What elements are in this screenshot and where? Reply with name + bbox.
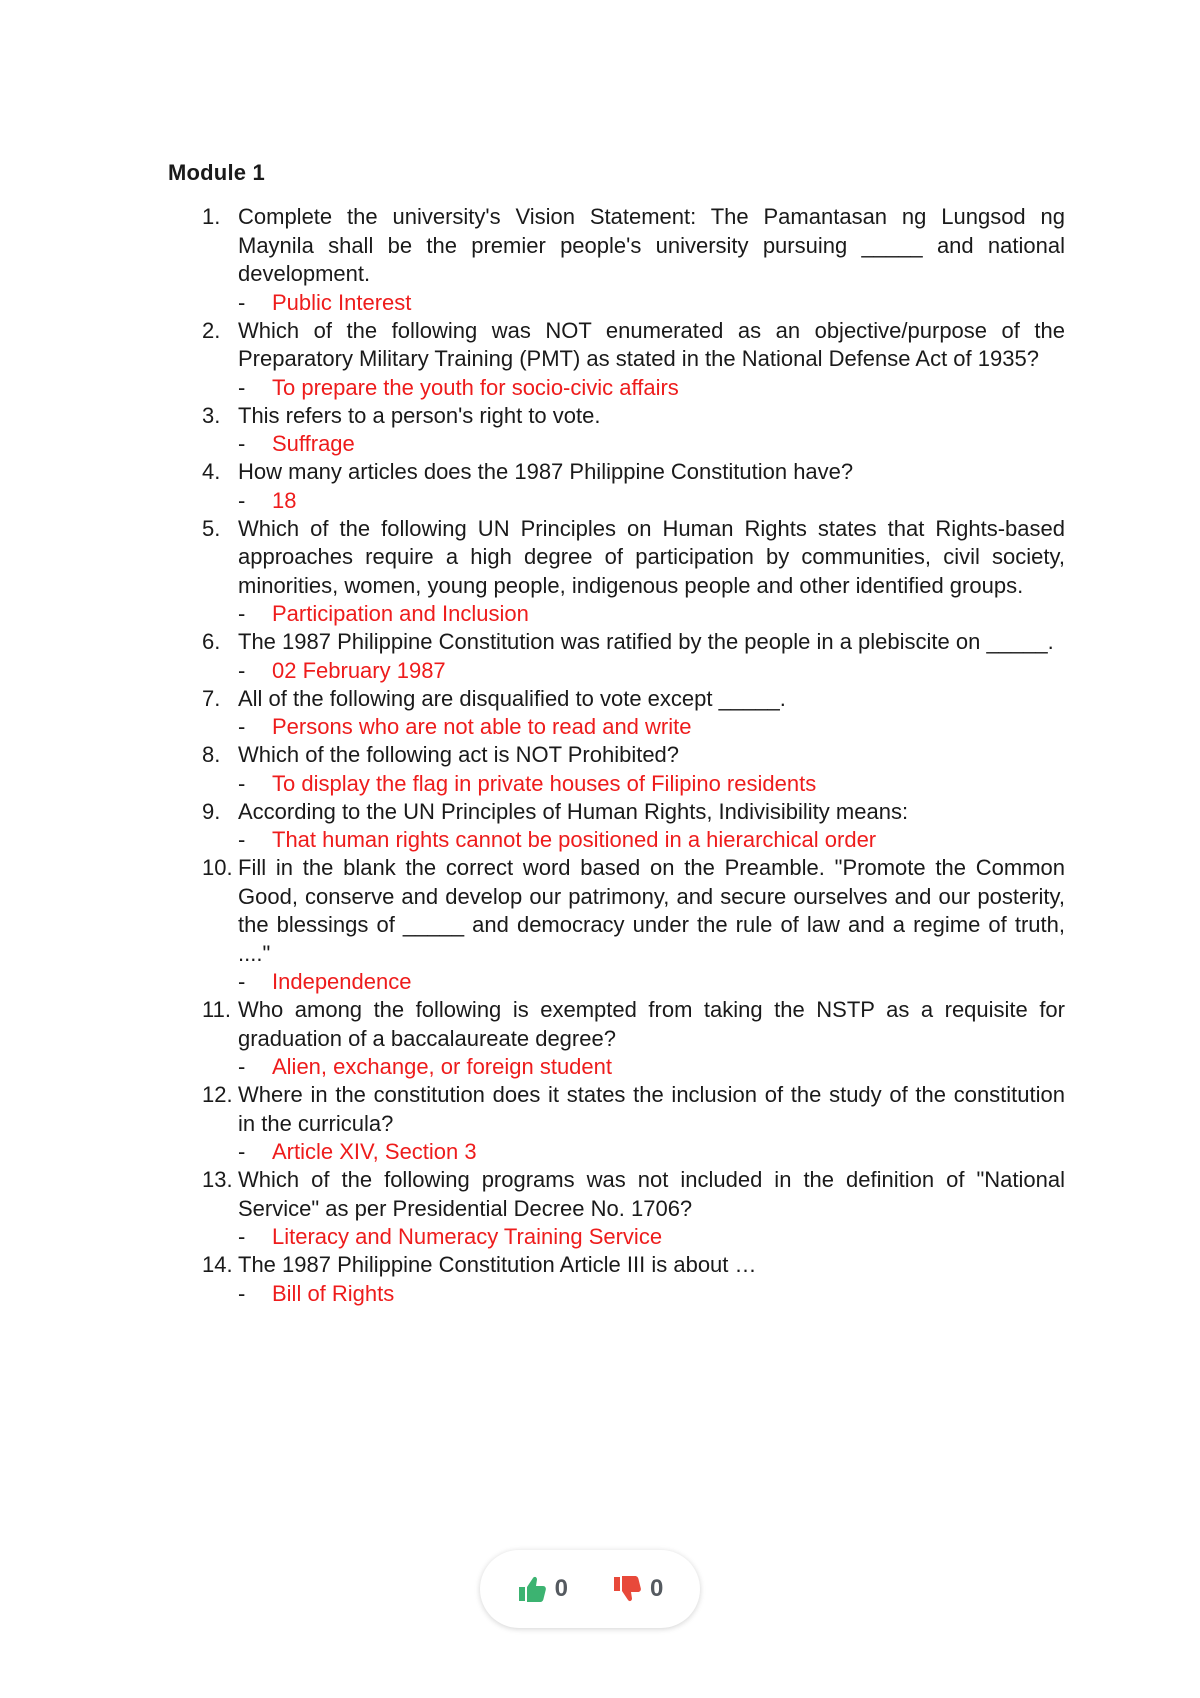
answer-line xyxy=(238,770,1065,798)
like-button[interactable] xyxy=(517,1575,568,1603)
answer-dash: - xyxy=(238,1280,246,1306)
question-text: Which of the following act is NOT Prohibited? xyxy=(238,742,680,767)
question-number: 12. xyxy=(202,1082,233,1107)
question-number: 13. xyxy=(202,1167,233,1192)
answer-line xyxy=(238,374,1065,402)
question-item xyxy=(168,1166,1065,1251)
question-text: The 1987 Philippine Constitution was ratified by the people in a plebiscite on _____. xyxy=(238,629,1054,654)
answer-line xyxy=(238,289,1065,317)
thumbs-down-icon xyxy=(612,1575,642,1603)
answer-line xyxy=(238,487,1065,515)
answer-text: That human rights cannot be positioned in a hierarchical order xyxy=(272,827,877,852)
question-number: 1. xyxy=(202,204,221,229)
question-item xyxy=(168,1251,1065,1308)
answer-dash: - xyxy=(238,969,246,994)
question-number: 8. xyxy=(202,742,221,767)
answer-line xyxy=(238,600,1065,628)
question-number: 14. xyxy=(202,1252,233,1277)
question-number: 5. xyxy=(202,515,221,541)
answer-text: Public Interest xyxy=(272,289,412,315)
answer-dash: - xyxy=(238,827,246,852)
answer-dash: - xyxy=(238,1224,246,1249)
answer-text: To prepare the youth for socio-civic affairs xyxy=(272,374,679,400)
question-item xyxy=(168,203,1065,317)
dislike-button[interactable] xyxy=(612,1575,663,1603)
question-item xyxy=(168,515,1065,629)
question-item xyxy=(168,1081,1065,1166)
answer-line xyxy=(238,1280,1065,1308)
answer-text: To display the flag in private houses of Filipino residents xyxy=(272,770,817,796)
question-text: Which of the following UN Principles on Human Rights states that Rights-based approaches require a high degree of participation by communities, civil society, minorities, women, young people, indigenous people and other identified groups. xyxy=(238,515,1065,598)
question-number: 7. xyxy=(202,685,221,711)
question-list xyxy=(168,203,1065,1308)
answer-dash: - xyxy=(238,289,246,315)
answer-line xyxy=(238,826,1065,854)
question-number: 3. xyxy=(202,402,221,428)
answer-text: Literacy and Numeracy Training Service xyxy=(272,1224,663,1249)
question-text: Which of the following was NOT enumerated as an objective/purpose of the Preparatory Military Training (PMT) as stated in the National Defense Act of 1935? xyxy=(238,317,1065,371)
answer-line xyxy=(238,430,1065,458)
answer-dash: - xyxy=(238,1139,246,1164)
answer-dash: - xyxy=(238,601,246,626)
question-number: 9. xyxy=(202,798,221,824)
question-text: Which of the following programs was not included in the definition of "National Service" as per Presidential Decree No. 1706? xyxy=(238,1167,1065,1221)
question-number: 10. xyxy=(202,855,233,880)
answer-dash: - xyxy=(238,431,246,456)
answer-dash: - xyxy=(238,714,246,739)
question-item xyxy=(168,402,1065,459)
thumbs-up-icon xyxy=(517,1575,547,1603)
vote-bar xyxy=(480,1550,700,1628)
question-item xyxy=(168,798,1065,855)
answer-line xyxy=(238,1053,1065,1081)
answer-line xyxy=(238,1223,1065,1251)
answer-dash: - xyxy=(238,657,246,683)
answer-text: Persons who are not able to read and write xyxy=(272,714,692,739)
question-item xyxy=(168,741,1065,798)
answer-text: Participation and Inclusion xyxy=(272,601,529,626)
answer-line xyxy=(238,657,1065,685)
question-item xyxy=(168,996,1065,1081)
answer-text: Alien, exchange, or foreign student xyxy=(272,1054,613,1079)
answer-dash: - xyxy=(238,770,246,796)
dislike-count: 0 xyxy=(650,1575,664,1602)
question-text: According to the UN Principles of Human Rights, Indivisibility means: xyxy=(238,798,909,824)
like-count: 0 xyxy=(554,1575,568,1602)
question-item xyxy=(168,628,1065,685)
question-item xyxy=(168,685,1065,742)
answer-text: Bill of Rights xyxy=(272,1280,395,1306)
answer-text: Independence xyxy=(272,969,412,994)
module-title: Module 1 xyxy=(168,160,265,185)
question-item xyxy=(168,317,1065,402)
question-item xyxy=(168,854,1065,996)
question-item xyxy=(168,458,1065,515)
question-text: This refers to a person's right to vote. xyxy=(238,402,601,428)
answer-dash: - xyxy=(238,1054,246,1079)
answer-line xyxy=(238,1138,1065,1166)
answer-text: Suffrage xyxy=(272,431,355,456)
question-number: 2. xyxy=(202,317,221,343)
answer-dash: - xyxy=(238,374,246,400)
question-number: 11. xyxy=(202,997,231,1022)
question-text: How many articles does the 1987 Philippine Constitution have? xyxy=(238,459,854,484)
question-text: Who among the following is exempted from taking the NSTP as a requisite for graduation of a baccalaureate degree? xyxy=(238,997,1065,1051)
answer-text: 18 xyxy=(272,487,297,513)
question-text: Where in the constitution does it states the inclusion of the study of the constitution in the curricula? xyxy=(238,1082,1065,1136)
answer-dash: - xyxy=(238,487,246,513)
answer-text: Article XIV, Section 3 xyxy=(272,1139,477,1164)
question-text: Fill in the blank the correct word based on the Preamble. "Promote the Common Good, conserve and develop our patrimony, and secure ourselves and our posterity, the blessings of _____ and democracy under the rule of law and a regime of truth, ...." xyxy=(238,855,1065,966)
question-text: The 1987 Philippine Constitution Article III is about … xyxy=(238,1252,757,1277)
question-text: All of the following are disqualified to vote except _____. xyxy=(238,685,786,711)
answer-line xyxy=(238,968,1065,996)
question-number: 6. xyxy=(202,629,221,654)
question-text: Complete the university's Vision Statement: The Pamantasan ng Lungsod ng Maynila shall be the premier people's university pursuing _____ and national development. xyxy=(238,204,1065,286)
question-number: 4. xyxy=(202,459,221,484)
answer-line xyxy=(238,713,1065,741)
answer-text: 02 February 1987 xyxy=(272,657,446,683)
